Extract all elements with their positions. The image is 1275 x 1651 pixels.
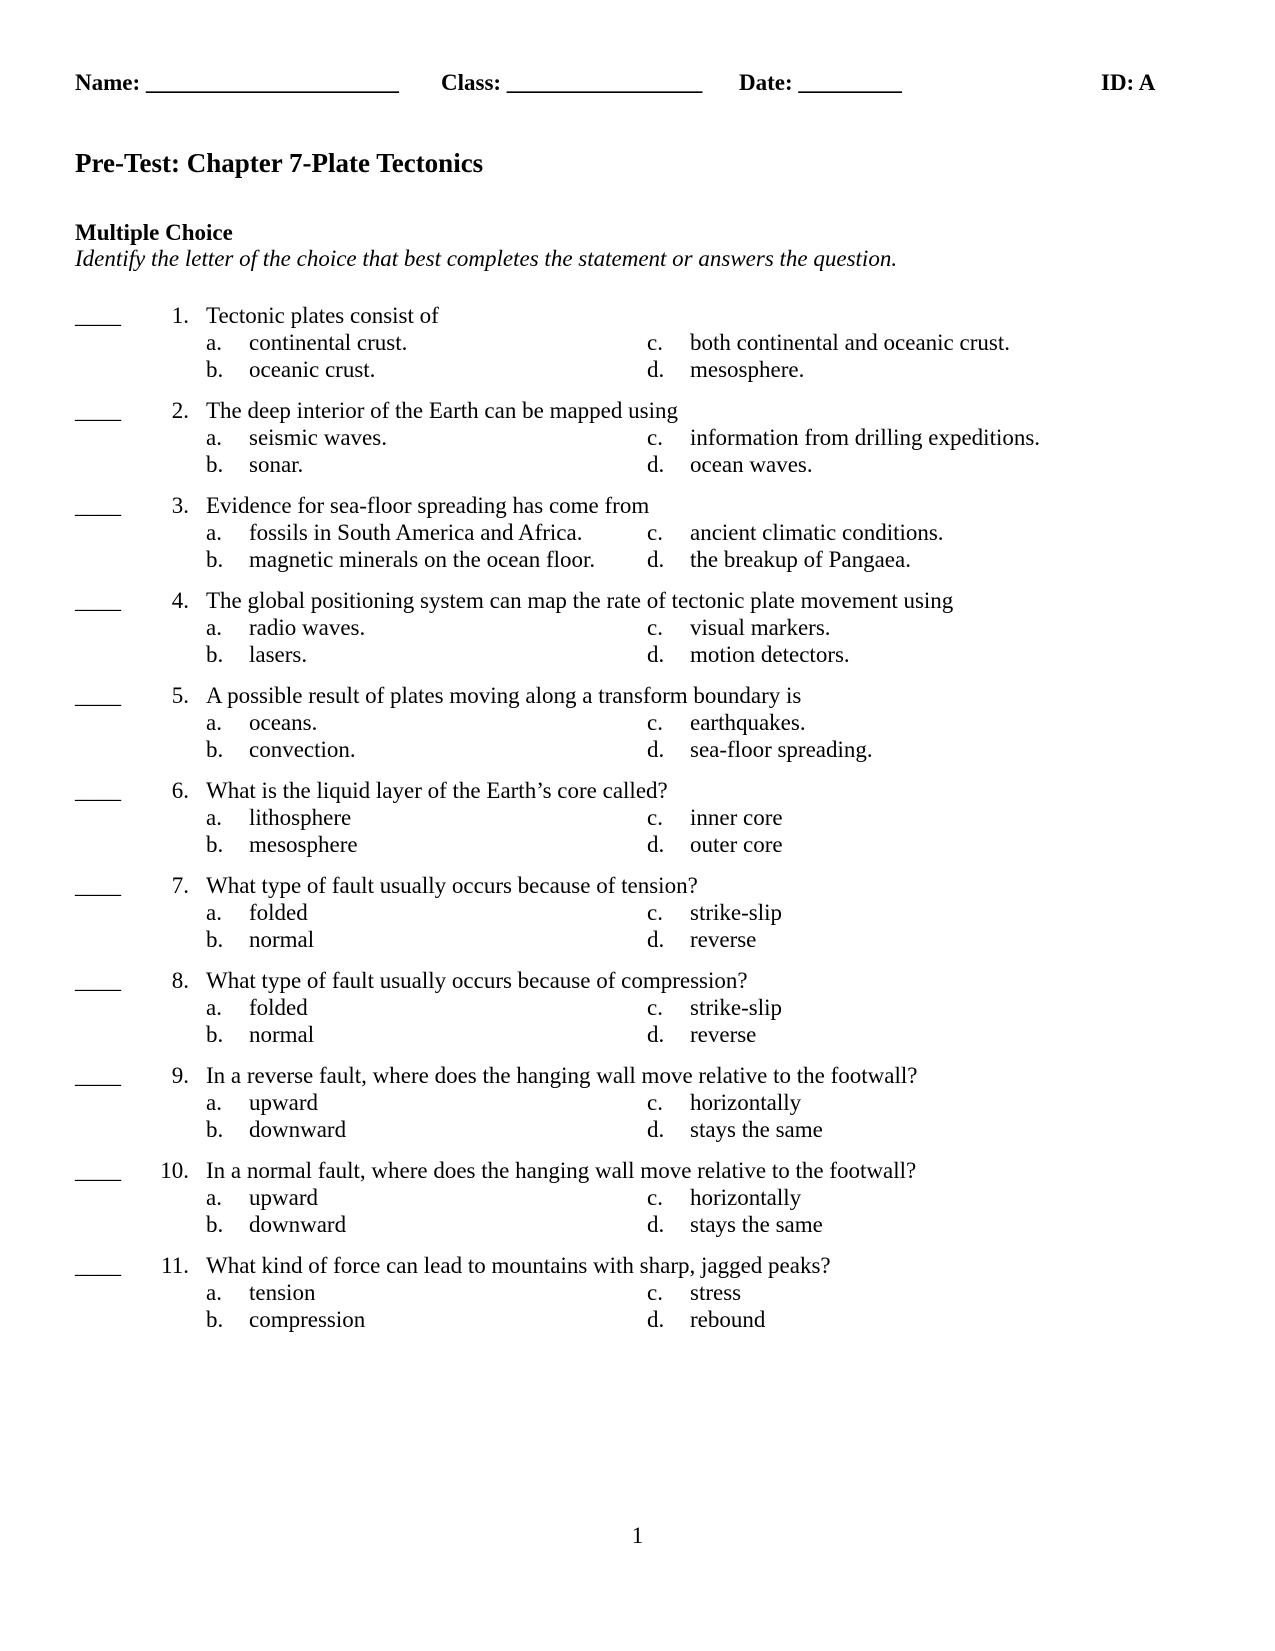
page-title: Pre-Test: Chapter 7-Plate Tectonics [75,148,484,178]
answer-blank[interactable]: ____ [75,303,121,328]
choice-text: both continental and oceanic crust. [690,330,1010,355]
question-number: 7. [171,873,189,898]
choice-text: visual markers. [690,615,831,640]
question-number: 11. [161,1253,189,1278]
name-field: Name: ______________________ [75,70,399,95]
choice-text: strike-slip [690,995,782,1020]
choice-letter: c. [647,710,663,735]
answer-blank[interactable]: ____ [75,493,121,518]
choice-letter: a. [206,805,222,830]
choice-text: motion detectors. [690,642,850,667]
question-8 [0,968,1275,1052]
question-stem: The global positioning system can map the rate of tectonic plate movement using [206,588,954,613]
choice-text: reverse [690,927,757,952]
choice-letter: a. [206,520,222,545]
choice-text: horizontally [690,1185,802,1210]
choice-letter: d. [647,642,665,667]
question-5 [0,683,1275,767]
choice-letter: a. [206,1185,222,1210]
choice-text: horizontally [690,1090,802,1115]
choice-letter: b. [206,357,224,382]
choice-text: downward [249,1212,347,1237]
choice-text: mesosphere [249,832,358,857]
choice-text: information from drilling expeditions. [690,425,1041,450]
page-number: 1 [631,1523,644,1548]
choice-letter: a. [206,1090,222,1115]
question-stem: The deep interior of the Earth can be mapped using [206,398,678,423]
choice-letter: b. [206,1022,224,1047]
answer-blank[interactable]: ____ [75,1253,121,1278]
question-stem: What type of fault usually occurs because of compression? [206,968,748,993]
section-instructions: Identify the letter of the choice that best completes the statement or answers the question. [75,246,898,271]
question-number: 1. [171,303,189,328]
choice-text: stays the same [690,1212,823,1237]
choice-letter: c. [647,900,663,925]
choice-text: strike-slip [690,900,782,925]
section-heading: Multiple Choice [75,220,233,245]
question-stem: Evidence for sea-floor spreading has come from [206,493,650,518]
question-stem: In a normal fault, where does the hanging wall move relative to the footwall? [206,1158,917,1183]
question-4 [0,588,1275,672]
choice-text: mesosphere. [690,357,805,382]
answer-blank[interactable]: ____ [75,588,121,613]
choice-text: continental crust. [249,330,408,355]
choice-text: folded [249,900,308,925]
choice-text: normal [249,1022,315,1047]
header-line [0,70,1275,100]
question-11 [0,1253,1275,1337]
test-id: ID: A [1101,70,1156,95]
choice-text: ocean waves. [690,452,813,477]
date-field: Date: _________ [739,70,902,95]
choice-text: folded [249,995,308,1020]
choice-text: earthquakes. [690,710,806,735]
choice-text: convection. [249,737,356,762]
choice-letter: d. [647,1212,665,1237]
question-2 [0,398,1275,482]
answer-blank[interactable]: ____ [75,683,121,708]
answer-blank[interactable]: ____ [75,398,121,423]
choice-letter: c. [647,805,663,830]
choice-letter: c. [647,1090,663,1115]
answer-blank[interactable]: ____ [75,968,121,993]
choice-letter: c. [647,330,663,355]
choice-text: rebound [690,1307,766,1332]
answer-blank[interactable]: ____ [75,873,121,898]
question-stem: What type of fault usually occurs because of tension? [206,873,698,898]
question-1 [0,303,1275,387]
answer-blank[interactable]: ____ [75,1158,121,1183]
choice-letter: b. [206,1307,224,1332]
choice-letter: c. [647,1185,663,1210]
question-stem: A possible result of plates moving along a transform boundary is [206,683,802,708]
answer-blank[interactable]: ____ [75,1063,121,1088]
choice-text: inner core [690,805,783,830]
choice-letter: a. [206,900,222,925]
choice-text: upward [249,1090,318,1115]
question-number: 6. [171,778,189,803]
choice-text: seismic waves. [249,425,387,450]
choice-text: sea-floor spreading. [690,737,873,762]
question-10 [0,1158,1275,1242]
question-number: 8. [171,968,189,993]
question-3 [0,493,1275,577]
question-stem: In a reverse fault, where does the hanging wall move relative to the footwall? [206,1063,918,1088]
choice-letter: d. [647,927,665,952]
choice-letter: b. [206,642,224,667]
question-stem: What kind of force can lead to mountains with sharp, jagged peaks? [206,1253,831,1278]
class-field: Class: _________________ [441,70,703,95]
choice-text: downward [249,1117,347,1142]
choice-text: ancient climatic conditions. [690,520,944,545]
question-7 [0,873,1275,957]
choice-text: stress [690,1280,742,1305]
choice-letter: b. [206,927,224,952]
question-number: 3. [171,493,189,518]
question-stem: Tectonic plates consist of [206,303,439,328]
choice-text: stays the same [690,1117,823,1142]
question-6 [0,778,1275,862]
choice-letter: d. [647,737,665,762]
choice-letter: d. [647,1022,665,1047]
choice-text: compression [249,1307,366,1332]
question-number: 5. [171,683,189,708]
choice-text: the breakup of Pangaea. [690,547,911,572]
choice-letter: b. [206,1117,224,1142]
choice-letter: b. [206,452,224,477]
choice-text: lasers. [249,642,308,667]
choice-letter: c. [647,520,663,545]
question-number: 4. [171,588,189,613]
choice-text: radio waves. [249,615,366,640]
choice-text: normal [249,927,315,952]
choice-letter: d. [647,832,665,857]
choice-letter: a. [206,995,222,1020]
choice-letter: a. [206,425,222,450]
choice-letter: b. [206,832,224,857]
choice-letter: b. [206,1212,224,1237]
choice-text: reverse [690,1022,757,1047]
choice-letter: a. [206,615,222,640]
choice-letter: d. [647,357,665,382]
choice-letter: c. [647,615,663,640]
choice-text: oceans. [249,710,318,735]
choice-text: outer core [690,832,783,857]
choice-letter: d. [647,547,665,572]
choice-letter: d. [647,1307,665,1332]
question-number: 2. [171,398,189,423]
choice-letter: c. [647,995,663,1020]
question-9 [0,1063,1275,1147]
choice-text: sonar. [249,452,304,477]
choice-text: fossils in South America and Africa. [249,520,583,545]
choice-letter: c. [647,1280,663,1305]
choice-letter: c. [647,425,663,450]
choice-text: magnetic minerals on the ocean floor. [249,547,596,572]
choice-text: lithosphere [249,805,352,830]
choice-letter: b. [206,737,224,762]
question-number: 10. [160,1158,189,1183]
question-stem: What is the liquid layer of the Earth’s core called? [206,778,668,803]
choice-letter: b. [206,547,224,572]
choice-letter: a. [206,330,222,355]
choice-text: tension [249,1280,316,1305]
answer-blank[interactable]: ____ [75,778,121,803]
choice-letter: d. [647,452,665,477]
choice-letter: a. [206,710,222,735]
choice-text: oceanic crust. [249,357,376,382]
choice-text: upward [249,1185,318,1210]
question-number: 9. [171,1063,189,1088]
choice-letter: a. [206,1280,222,1305]
choice-letter: d. [647,1117,665,1142]
